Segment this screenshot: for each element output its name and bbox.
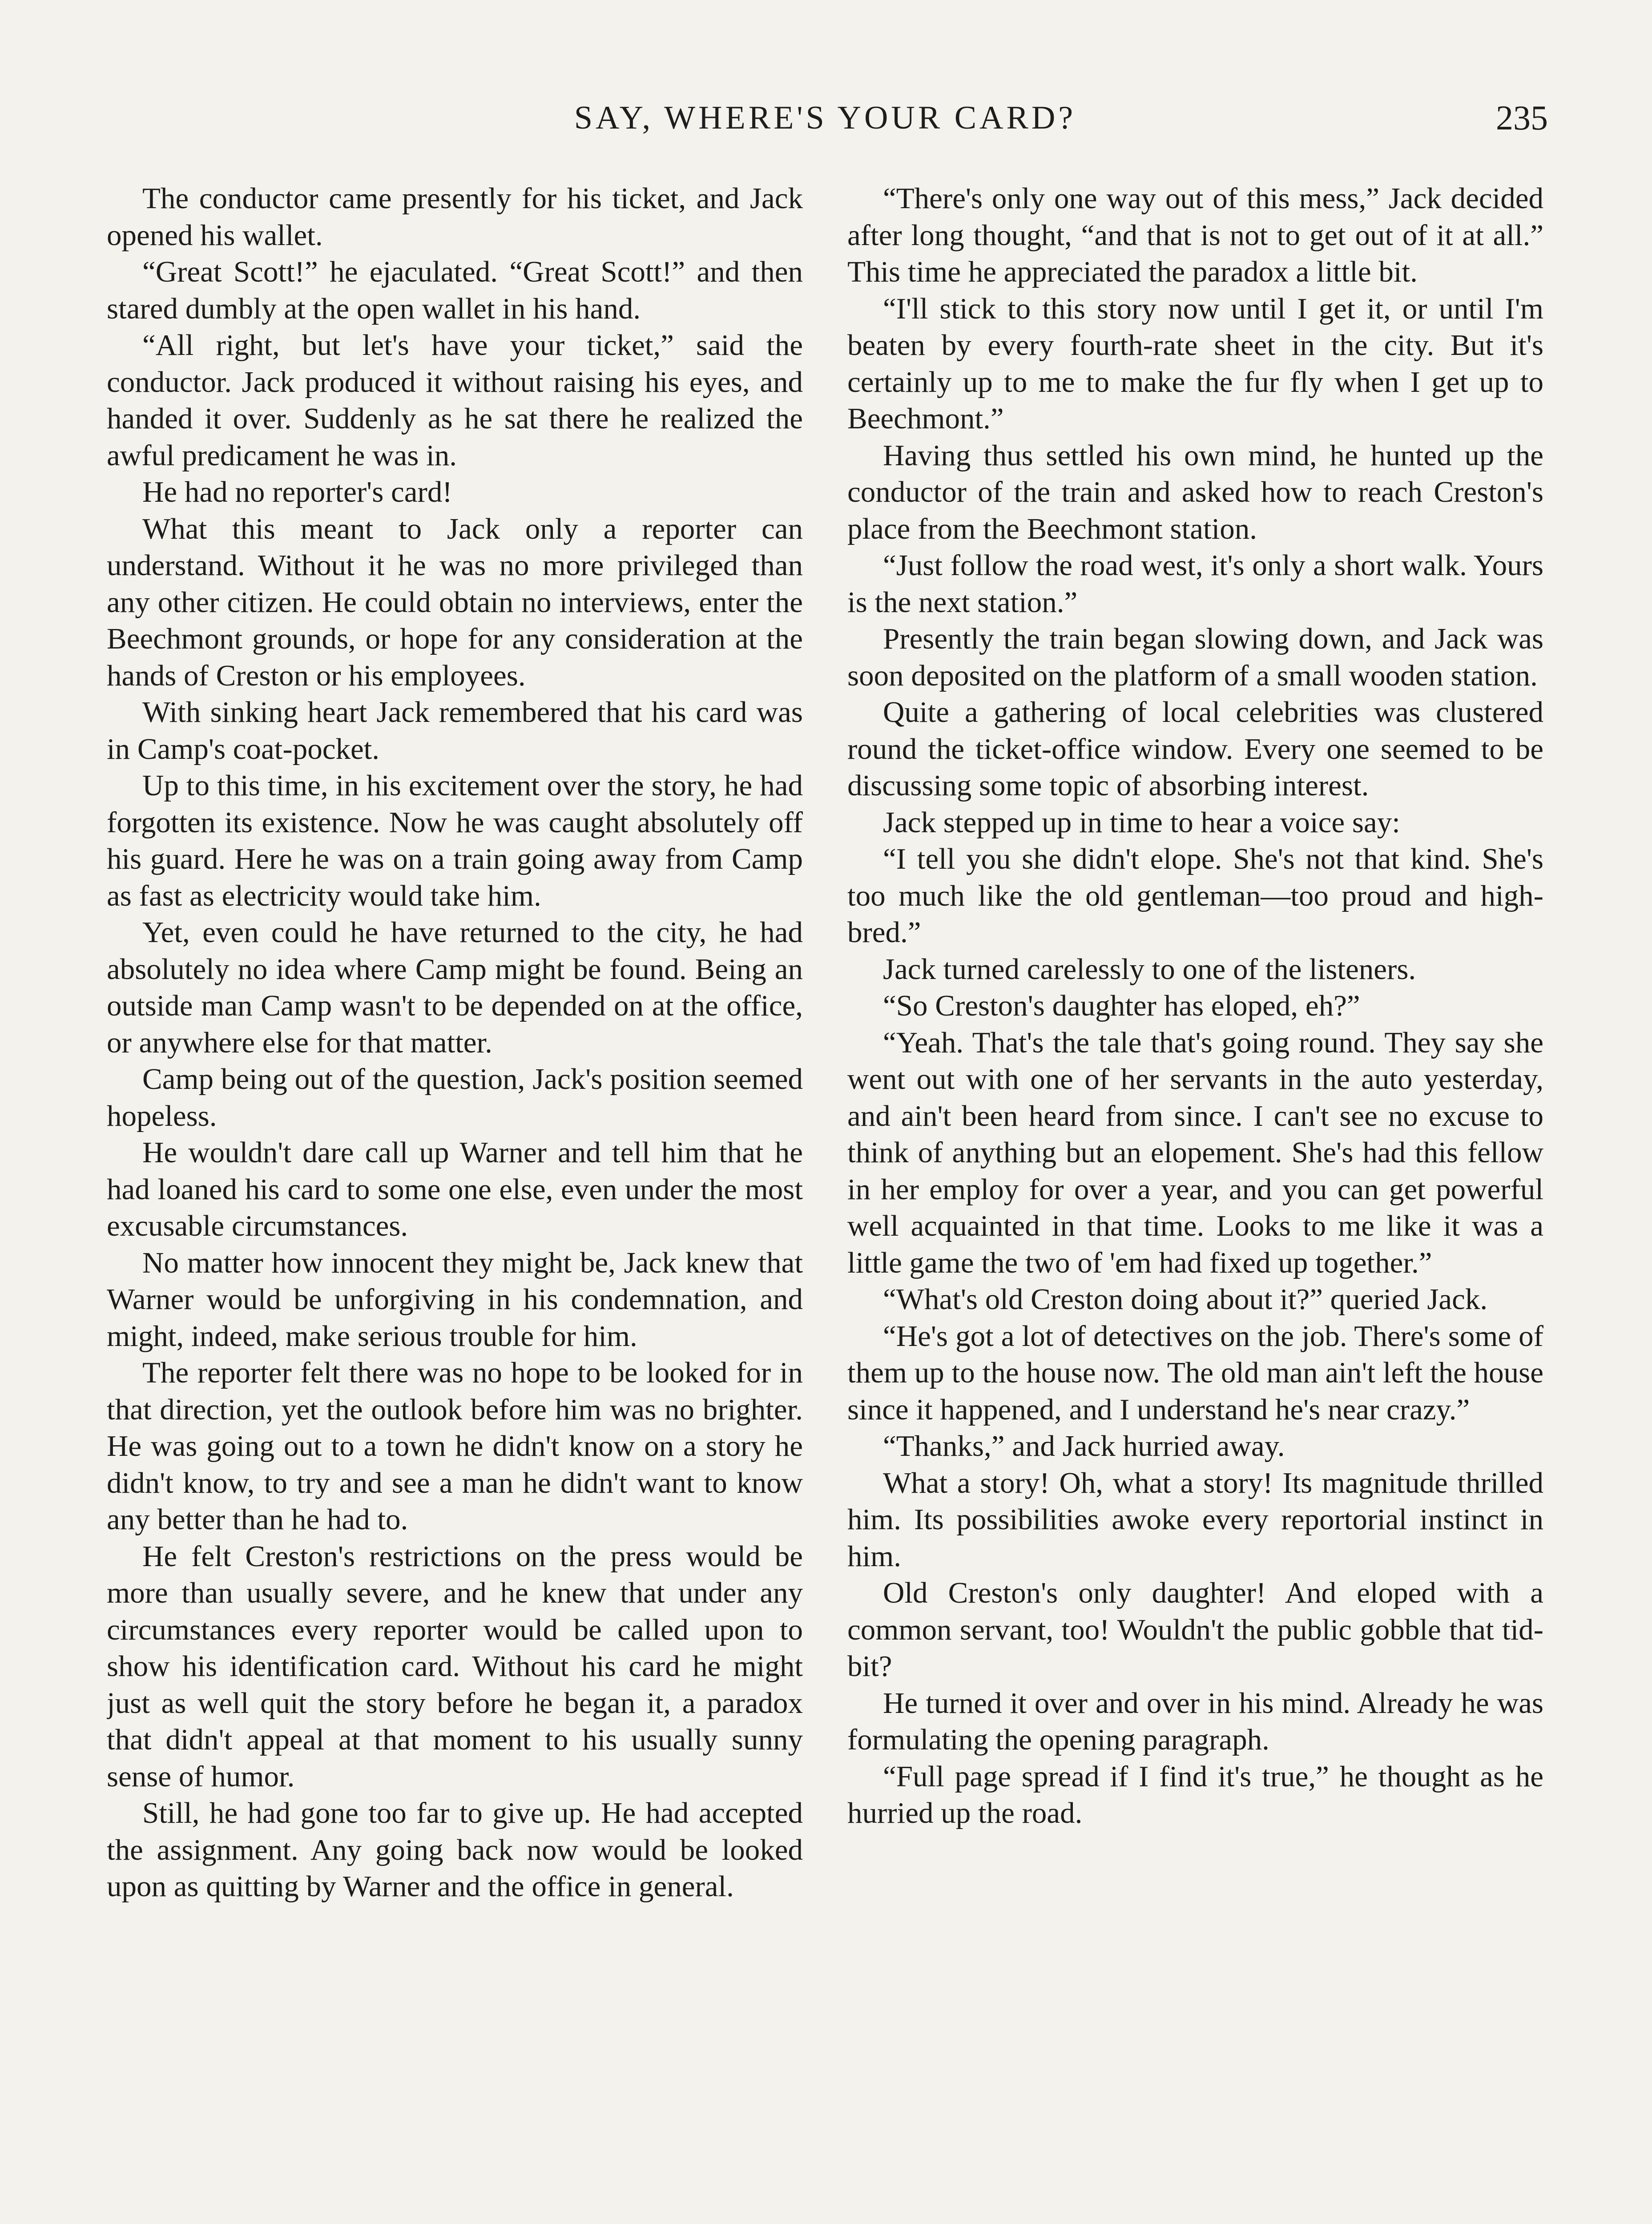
page-number: 235: [1496, 98, 1548, 137]
paragraph: Jack turned carelessly to one of the listeners.: [883, 952, 1416, 986]
right-column: [847, 180, 1543, 2224]
paragraph: He felt Creston's restrictions on the press would be more than usually severe, and he knew that under any circumstances every reporter would be called upon to show his identification card. Without his card he might just as well quit the story before he began it, a paradox that didn't appeal at that moment to his usually sunny sense of humor.: [107, 1539, 803, 1793]
paragraph: He had no reporter's card!: [142, 475, 452, 508]
paragraph: Quite a gathering of local celebrities was clustered round the ticket-office window. Every one seemed to be discussing some topic of absorbing interest.: [847, 696, 1543, 802]
paragraph: “I tell you she didn't elope. She's not that kind. She's too much like the old gentleman—too proud and high-bred.”: [847, 842, 1543, 949]
paragraph: Camp being out of the question, Jack's position seemed hopeless.: [107, 1063, 803, 1132]
page-header: [102, 91, 1548, 145]
paragraph: Up to this time, in his excitement over the story, he had forgotten its existence. Now he was caught absolutely off his guard. Here he was on a train going away from Camp as fast as electricity would take him.: [107, 769, 803, 912]
paragraph: “Thanks,” and Jack hurried away.: [883, 1430, 1285, 1463]
left-column: [107, 180, 803, 2224]
paragraph: What this meant to Jack only a reporter can understand. Without it he was no more privileged than any other citizen. He could obtain no interviews, enter the Beechmont grounds, or hope for any consideration at the hands of Creston or his employees.: [107, 512, 803, 692]
paragraph: Presently the train began slowing down, and Jack was soon deposited on the platform of a small wooden station.: [847, 622, 1543, 692]
running-title: SAY, WHERE'S YOUR CARD?: [574, 100, 1076, 136]
paragraph: “He's got a lot of detectives on the job. There's some of them up to the house now. The old man ain't left the house since it happened, and I understand he's near crazy.”: [847, 1319, 1543, 1426]
paragraph: Having thus settled his own mind, he hunted up the conductor of the train and asked how to reach Creston's place from the Beechmont station.: [847, 439, 1543, 545]
paragraph: What a story! Oh, what a story! Its magnitude thrilled him. Its possibilities awoke every reportorial instinct in him.: [847, 1466, 1543, 1573]
paragraph: Still, he had gone too far to give up. He had accepted the assignment. Any going back now would be looked upon as quitting by Warner and the office in general.: [107, 1797, 803, 1903]
paragraph: With sinking heart Jack remembered that his card was in Camp's coat-pocket.: [107, 696, 803, 766]
paragraph: “Great Scott!” he ejaculated. “Great Scott!” and then stared dumbly at the open wallet in his hand.: [107, 255, 803, 325]
paragraph: “So Creston's daughter has eloped, eh?”: [883, 989, 1360, 1022]
paragraph: No matter how innocent they might be, Jack knew that Warner would be unforgiving in his condemnation, and might, indeed, make serious trouble for him.: [107, 1246, 803, 1353]
paragraph: “There's only one way out of this mess,” Jack decided after long thought, “and that is not to get out of it at all.” This time he appreciated the paradox a little bit.: [847, 182, 1543, 288]
paragraph: “All right, but let's have your ticket,” said the conductor. Jack produced it without raising his eyes, and handed it over. Suddenly as he sat there he realized the awful predicament he was in.: [107, 329, 803, 472]
paragraph: “What's old Creston doing about it?” queried Jack.: [883, 1283, 1488, 1316]
paragraph: The reporter felt there was no hope to be looked for in that direction, yet the outlook before him was no brighter. He was going out to a town he didn't know on a story he didn't know, to try and see a man he didn't want to know any better than he had to.: [107, 1356, 803, 1536]
paragraph: Jack stepped up in time to hear a voice say:: [883, 806, 1400, 839]
paragraph: “Just follow the road west, it's only a short walk. Yours is the next station.”: [847, 549, 1543, 619]
paragraph: “Yeah. That's the tale that's going round. They say she went out with one of her servants in the auto yesterday, and ain't been heard from since. I can't see no excuse to think of anything but an elopement. She's had this fellow in her employ for over a year, and you can get powerful well acquainted in that time. Looks to me like it was a little game the two of 'em had fixed up together.”: [847, 1026, 1543, 1279]
paragraph: “I'll stick to this story now until I get it, or until I'm beaten by every fourth-rate sheet in the city. But it's certainly up to me to make the fur fly when I get up to Beechmont.”: [847, 292, 1543, 435]
paragraph: Old Creston's only daughter! And eloped with a common servant, too! Wouldn't the public gobble that tid-bit?: [847, 1576, 1543, 1683]
paragraph: The conductor came presently for his ticket, and Jack opened his wallet.: [107, 182, 803, 252]
paragraph: He turned it over and over in his mind. Already he was formulating the opening paragraph.: [847, 1686, 1543, 1756]
paragraph: Yet, even could he have returned to the city, he had absolutely no idea where Camp might be found. Being an outside man Camp wasn't to be depended on at the office, or anywhere else for that matter.: [107, 916, 803, 1059]
paragraph: He wouldn't dare call up Warner and tell him that he had loaned his card to some one else, even under the most excusable circumstances.: [107, 1136, 803, 1242]
paragraph: “Full page spread if I find it's true,” he thought as he hurried up the road.: [847, 1760, 1543, 1829]
